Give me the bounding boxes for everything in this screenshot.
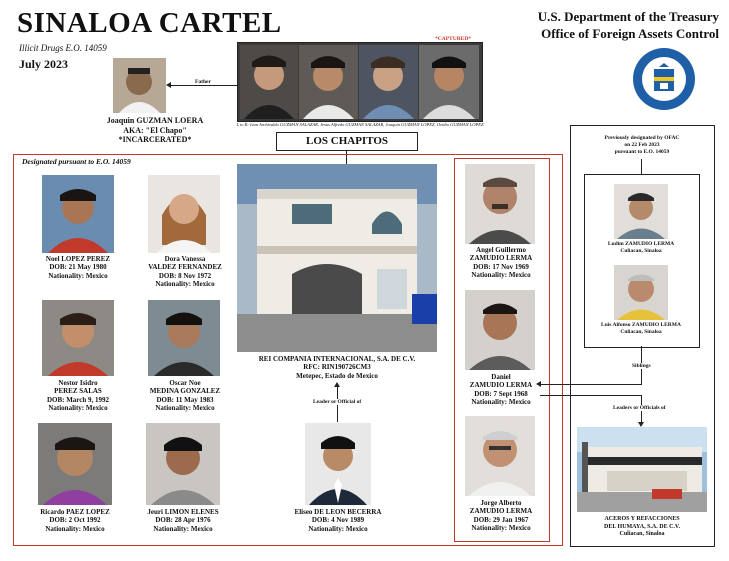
- caption-noel: [18, 255, 138, 280]
- jorge-line-4: Nationality: Mexico: [471, 523, 531, 532]
- jorge-line-2: ZAMUDIO LERMA: [469, 507, 533, 516]
- ludim-line-2: Culiacan, Sinaloa: [620, 248, 662, 254]
- angel-line-2: ZAMUDIO LERMA: [469, 254, 533, 263]
- nestor-line-2: PEREZ SALAS: [54, 387, 102, 396]
- eliseo-line-3: Nationality: Mexico: [308, 524, 368, 533]
- los-chapitos-text: LOS CHAPITOS: [305, 135, 389, 147]
- aceros-line-2: DEL HUMAYA, S.A. DE C.V.: [604, 523, 680, 530]
- nestor-line-3: DOB: March 9, 1992: [46, 395, 110, 404]
- luis-line-2: Culiacan, Sinaloa: [620, 329, 662, 335]
- nestor-line-4: Nationality: Mexico: [48, 403, 108, 412]
- caption-eliseo: [278, 508, 398, 533]
- angel-line-4: Nationality: Mexico: [471, 270, 531, 279]
- dora-line-3: DOB: 8 Nov 1972: [158, 271, 212, 280]
- luis-line-1: Luis Alfonso ZAMUDIO LERMA: [601, 322, 681, 328]
- caption-daniel: [441, 373, 561, 406]
- portrait-guzman-loera: [113, 58, 166, 113]
- company-line-2: RFC: RIN190726CM3: [303, 363, 371, 372]
- portrait-nestor-perez-salas: [42, 300, 114, 376]
- angel-line-3: DOB: 17 Nov 1969: [473, 262, 529, 271]
- aceros-line-1: ACEROS Y REFACCIONES: [604, 516, 680, 522]
- dora-line-2: VALDEZ FERNANDEZ: [148, 263, 222, 272]
- company-line-1: REI COMPANIA INTERNACIONAL, S.A. DE C.V.: [258, 355, 416, 363]
- caption-jorge: [441, 499, 561, 532]
- portrait-ricardo-paez-lopez: [38, 423, 112, 505]
- father-arrow-icon: [166, 82, 171, 88]
- previously-line-1: Previously designated by OFAC: [604, 135, 680, 141]
- building-photo-rei-compania: [237, 164, 437, 352]
- daniel-line-2: ZAMUDIO LERMA: [469, 381, 533, 390]
- company-line-3: Metepec, Estado de Mexico: [296, 371, 378, 380]
- portrait-dora-valdez: [148, 175, 220, 253]
- designated-label: Designated pursuant to E.O. 14059: [22, 157, 131, 166]
- caption-dora: [125, 255, 245, 288]
- jorge-line-1: Jorge Alberto: [480, 499, 522, 507]
- siblings-label: Siblings: [632, 363, 651, 369]
- angel-line-1: Angel Guillermo: [476, 246, 526, 254]
- los-chapitos-label: [276, 132, 418, 151]
- daniel-line-4: Nationality: Mexico: [471, 397, 531, 406]
- oscar-line-2: MEDINA GONZALEZ: [149, 387, 221, 396]
- siblings-arrow-icon: [536, 381, 541, 387]
- father-connector: [170, 85, 238, 86]
- caption-luis: [586, 322, 696, 336]
- ricardo-line-2: DOB: 2 Oct 1992: [49, 516, 101, 525]
- noel-line-3: Nationality: Mexico: [48, 271, 108, 280]
- daniel-line-1: Daniel: [491, 373, 511, 381]
- ricardo-line-1: Ricardo PAEZ LOPEZ: [40, 508, 110, 516]
- portrait-ludim-zamudio: [614, 184, 668, 239]
- caption-nestor: [18, 379, 138, 412]
- caption-ricardo: [15, 508, 135, 533]
- portrait-angel-zamudio: [465, 164, 535, 244]
- eliseo-line-2: DOB: 4 Nov 1989: [311, 516, 365, 525]
- caption-jeuri: [123, 508, 243, 533]
- dora-line-4: Nationality: Mexico: [155, 279, 215, 288]
- caption-angel: [441, 246, 561, 279]
- portrait-luis-alfonso-zamudio: [614, 265, 668, 320]
- daniel-line-3: DOB: 7 Sept 1968: [474, 389, 528, 398]
- caption-ludim: [586, 241, 696, 255]
- jeuri-line-2: DOB: 28 Apr 1976: [155, 516, 211, 525]
- leader-arrow-icon: [334, 382, 340, 387]
- portrait-joaquin-guzman-lopez: [359, 45, 418, 119]
- portrait-oscar-medina: [148, 300, 220, 376]
- aceros-line-3: Culiacan, Sinaloa: [619, 531, 665, 537]
- previously-designated-label: [572, 135, 712, 156]
- jeuri-line-3: Nationality: Mexico: [153, 524, 213, 533]
- dora-line-1: Dora Vanessa: [164, 255, 206, 263]
- leaders-label: Leaders or Officials of: [613, 405, 666, 411]
- siblings-horizontal: [540, 384, 642, 385]
- previously-connector: [641, 159, 642, 174]
- caption-aceros: [577, 516, 707, 539]
- ludim-line-1: Ludim ZAMUDIO LERMA: [607, 241, 675, 247]
- jeuri-line-1: Jeuri LIMON ELENES: [147, 508, 219, 516]
- agency-title: [495, 8, 719, 42]
- father-aka: AKA: "El Chapo": [123, 125, 187, 135]
- captured-label: *CAPTURED*: [435, 36, 472, 42]
- portrait-jesus-alfredo: [299, 45, 358, 119]
- page-title: SINALOA CARTEL: [17, 7, 282, 39]
- leaders-horizontal: [540, 395, 642, 396]
- portrait-noel-lopez-perez: [42, 175, 114, 253]
- agency-line-2: Office of Foreign Assets Control: [541, 26, 719, 41]
- page-subtitle: Illicit Drugs E.O. 14059: [19, 43, 107, 53]
- page-date: July 2023: [19, 57, 69, 71]
- oscar-line-4: Nationality: Mexico: [155, 403, 215, 412]
- seal-year: 1789: [659, 97, 669, 102]
- portrait-ivan-archivaldo: [240, 45, 298, 119]
- caption-guzman-loera: [95, 116, 215, 145]
- previously-line-3: pursuant to E.O. 14059: [614, 149, 670, 155]
- noel-line-2: DOB: 21 May 1980: [49, 263, 107, 272]
- noel-line-1: Noel LOPEZ PEREZ: [45, 255, 111, 263]
- oscar-line-3: DOB: 11 May 1983: [156, 395, 214, 404]
- ricardo-line-3: Nationality: Mexico: [45, 524, 105, 533]
- portrait-daniel-zamudio: [465, 290, 535, 370]
- chapitos-caption: L to R: Ivan Archivaldo GUZMAN SALAZAR, Jesus Alfredo GUZMAN SALAZAR, Joaquin GUZMAN LOPEZ, Ovidio GUZMAN LOPEZ: [236, 122, 484, 127]
- previously-line-2: on 22 Feb 2023: [624, 142, 660, 148]
- father-label: Father: [195, 79, 211, 85]
- portrait-ovidio-guzman-lopez: [419, 45, 479, 119]
- father-name: Joaquin GUZMAN LOERA: [106, 116, 204, 125]
- portrait-eliseo-de-leon: [305, 423, 371, 505]
- caption-company: [232, 355, 442, 380]
- nestor-line-1: Nestor Isidro: [58, 379, 98, 387]
- jorge-line-3: DOB: 29 Jan 1967: [473, 515, 529, 524]
- oscar-line-1: Oscar Noe: [169, 379, 201, 387]
- caption-oscar: [125, 379, 245, 412]
- leader-label: Leader or Official of: [313, 399, 362, 405]
- treasury-seal-icon: [632, 47, 696, 111]
- agency-line-1: U.S. Department of the Treasury: [537, 9, 719, 24]
- portrait-jorge-zamudio: [465, 416, 535, 496]
- portrait-jeuri-limon: [146, 423, 220, 505]
- father-status: *INCARCERATED*: [118, 135, 192, 144]
- eliseo-line-1: Eliseo DE LEON BECERRA: [294, 508, 382, 516]
- building-photo-aceros: [577, 427, 707, 512]
